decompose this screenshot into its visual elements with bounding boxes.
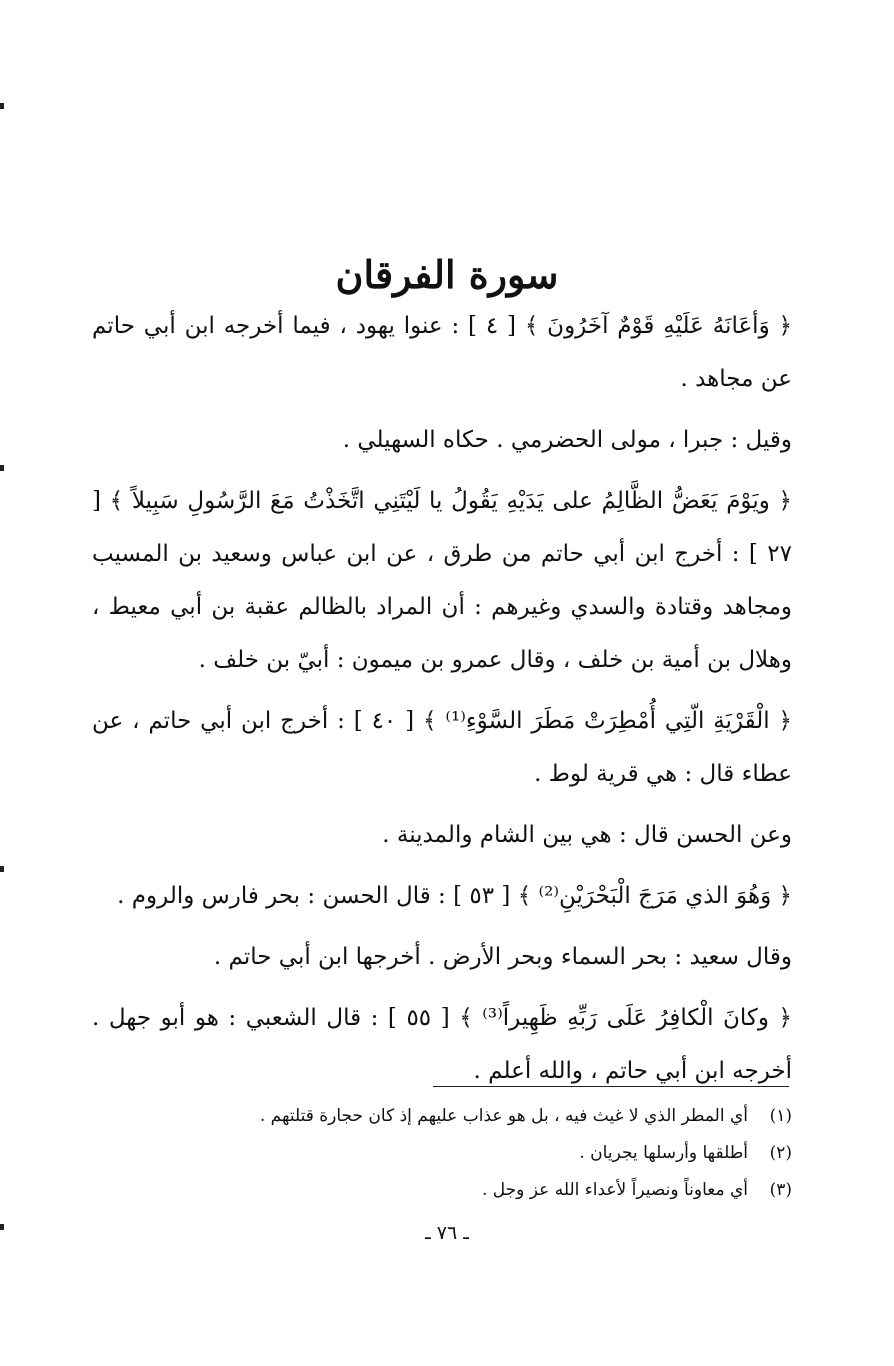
edge-mark xyxy=(0,465,4,471)
paragraph: وقيل : جبرا ، مولى الحضرمي . حكاه السهيلي . xyxy=(342,427,792,453)
footnote-text: أطلقها وأرسلها يجريان . xyxy=(579,1143,748,1163)
footnote-text: أي المطر الذي لا غيث فيه ، بل هو عذاب عليهم إذ كان حجارة قتلتهم . xyxy=(259,1106,748,1126)
footnotes xyxy=(180,1098,792,1209)
edge-mark xyxy=(0,103,4,109)
footnote-number: (١) xyxy=(769,1106,792,1126)
paragraph: ﴿ وَأعَانَهُ عَلَيْهِ قَوْمٌ آخَرُونَ ﴾ [ ٤ ] : عنوا يهود ، فيما أخرجه ابن أبي حاتم عن مجاهد . xyxy=(92,313,792,392)
paragraph: وعن الحسن قال : هي بين الشام والمدينة . xyxy=(382,822,792,848)
page-number: ـ ٧٦ ـ xyxy=(425,1222,469,1244)
paragraph: ﴿ الْقَرْيَةِ الّتِي أُمْطِرَتْ مَطَرَ السَّوْءِ⁽¹⁾ ﴾ [ ٤٠ ] : أخرج ابن أبي حاتم ، عن عطاء قال : هي قرية لوط . xyxy=(92,708,792,787)
paragraph: ﴿ ويَوْمَ يَعَضُّ الظَّالِمُ على يَدَيْهِ يَقُولُ يا لَيْتَنِي اتَّخَذْتُ مَعَ الرَّسُولِ سَبِيلاً ﴾ [ ٢٧ ] : أخرج ابن أبي حاتم من طرق ، عن ابن عباس وسعيد بن المسيب ومجاهد وقتادة والسدي وغيرهم : أن المراد بالظالم عقبة بن أبي معيط ، وهلال بن أمية بن خلف ، وقال عمرو بن ميمون : أبيّ بن خلف . xyxy=(92,488,792,673)
main-text xyxy=(92,300,792,1106)
paragraph: ﴿ وكانَ الْكافِرُ عَلَى رَبِّهِ ظَهِيراً⁽³⁾ ﴾ [ ٥٥ ] : قال الشعبي : هو أبو جهل . أخرجه ابن أبي حاتم ، والله أعلم . xyxy=(92,1005,792,1084)
footnote xyxy=(180,1135,792,1172)
footnote-number: (٢) xyxy=(769,1143,792,1163)
footnote-text: أي معاوناً ونصيراً لأعداء الله عز وجل . xyxy=(481,1180,748,1200)
paragraph: ﴿ وَهُوَ الذي مَرَجَ الْبَحْرَيْنِ⁽²⁾ ﴾ [ ٥٣ ] : قال الحسن : بحر فارس والروم . xyxy=(117,883,792,909)
edge-mark xyxy=(0,866,4,872)
footnote-number: (٣) xyxy=(769,1180,792,1200)
footnote-divider xyxy=(433,1086,789,1087)
footnote xyxy=(180,1098,792,1135)
paragraph: وقال سعيد : بحر السماء وبحر الأرض . أخرجها ابن أبي حاتم . xyxy=(213,944,792,970)
footnote xyxy=(180,1172,792,1209)
surah-title: سورة الفرقان xyxy=(335,252,559,298)
